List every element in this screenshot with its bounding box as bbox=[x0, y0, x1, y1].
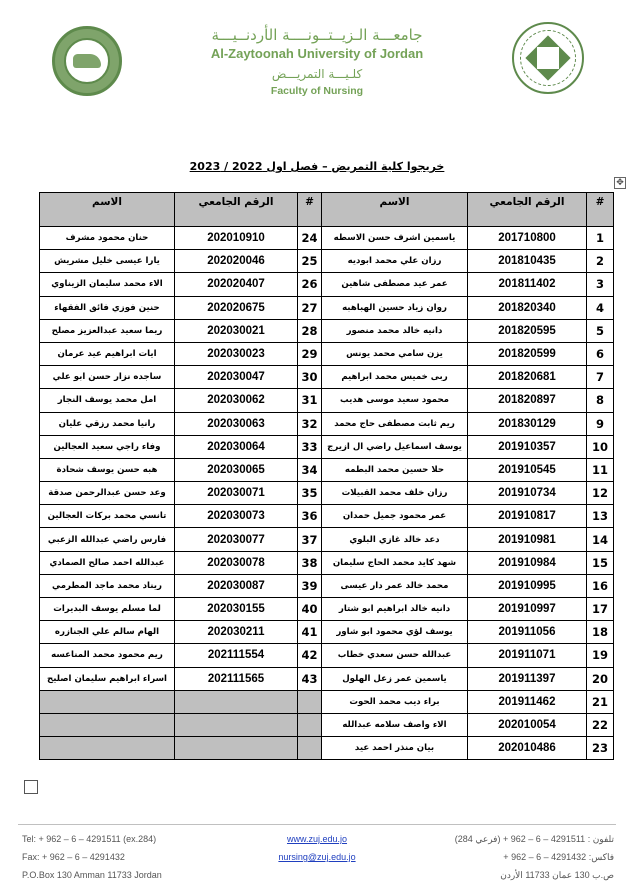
cell-id: 201911071 bbox=[468, 644, 587, 667]
empty-cell bbox=[175, 713, 298, 736]
cell-num: 20 bbox=[587, 667, 614, 690]
cell-name: ريم محمود محمد المناعسه bbox=[40, 644, 175, 667]
cell-num: 11 bbox=[587, 458, 614, 481]
cell-num: 4 bbox=[587, 296, 614, 319]
cell-id: 202111554 bbox=[175, 644, 298, 667]
empty-cell bbox=[40, 737, 175, 760]
cell-id: 202030078 bbox=[175, 551, 298, 574]
cell-num: 2 bbox=[587, 250, 614, 273]
cell-id: 201910734 bbox=[468, 482, 587, 505]
cell-id: 201820595 bbox=[468, 319, 587, 342]
cell-num: 10 bbox=[587, 435, 614, 458]
cell-name: رزان خلف محمد القبيلات bbox=[322, 482, 468, 505]
cell-id: 202030071 bbox=[175, 482, 298, 505]
faculty-name-english: Faculty of Nursing bbox=[270, 85, 364, 97]
cell-num: 25 bbox=[298, 250, 322, 273]
table-move-handle-icon[interactable]: ✥ bbox=[614, 177, 626, 189]
cell-name: روان زياد حسين الهباهبه bbox=[322, 296, 468, 319]
table-row bbox=[40, 296, 614, 319]
cell-id: 201820599 bbox=[468, 342, 587, 365]
cell-id: 201911397 bbox=[468, 667, 587, 690]
cell-name: يوسف اسماعيل راضي ال ازيرج bbox=[322, 435, 468, 458]
table-row bbox=[40, 737, 614, 760]
cell-name: ريناد محمد ماجد المطرمي bbox=[40, 574, 175, 597]
cell-id: 202020046 bbox=[175, 250, 298, 273]
cell-num: 16 bbox=[587, 574, 614, 597]
email-link[interactable]: nursing@zuj.edu.jo bbox=[278, 852, 356, 862]
cell-num: 12 bbox=[587, 482, 614, 505]
cell-num: 42 bbox=[298, 644, 322, 667]
cell-name: الاء محمد سليمان الزيناوي bbox=[40, 273, 175, 296]
footer-fax-ar: فاكس: 4291432 – 6 – 962 + bbox=[503, 852, 614, 862]
cell-id: 201830129 bbox=[468, 412, 587, 435]
cell-id: 202010054 bbox=[468, 713, 587, 736]
cell-name: عمر عيد مصطفى شاهين bbox=[322, 273, 468, 296]
empty-cell bbox=[40, 690, 175, 713]
footer-pobox: P.O.Box 130 Amman 11733 Jordan bbox=[22, 870, 162, 880]
cell-id: 201910817 bbox=[468, 505, 587, 528]
cell-id: 202030087 bbox=[175, 574, 298, 597]
empty-cell bbox=[298, 737, 322, 760]
cell-num: 6 bbox=[587, 342, 614, 365]
university-name-english: Al-Zaytoonah University of Jordan bbox=[210, 46, 424, 61]
table-row bbox=[40, 713, 614, 736]
cell-num: 5 bbox=[587, 319, 614, 342]
cell-name: رانيا محمد رزقي عليان bbox=[40, 412, 175, 435]
cell-id: 201810435 bbox=[468, 250, 587, 273]
header-id: الرقم الجامعي bbox=[175, 193, 298, 227]
cell-name: يزن سامي محمد يونس bbox=[322, 342, 468, 365]
footer-pobox-ar: ص.ب 130 عمان 11733 الأردن bbox=[500, 870, 614, 880]
header-name: الاسم bbox=[40, 193, 175, 227]
cell-num: 30 bbox=[298, 366, 322, 389]
cell-num: 31 bbox=[298, 389, 322, 412]
table-row bbox=[40, 250, 614, 273]
empty-cell bbox=[298, 713, 322, 736]
empty-cell bbox=[175, 690, 298, 713]
cell-num: 37 bbox=[298, 528, 322, 551]
cell-name: رزان علي محمد ابوديه bbox=[322, 250, 468, 273]
cell-num: 40 bbox=[298, 598, 322, 621]
cell-name: وفاء راجي سعيد العجالين bbox=[40, 435, 175, 458]
cell-name: يوسف لؤي محمود ابو شاور bbox=[322, 621, 468, 644]
cell-id: 201911056 bbox=[468, 621, 587, 644]
table-row bbox=[40, 389, 614, 412]
cell-id: 201820340 bbox=[468, 296, 587, 319]
table-row bbox=[40, 435, 614, 458]
cell-id: 201811402 bbox=[468, 273, 587, 296]
cell-name: ياسمين اشرف حسن الاسطه bbox=[322, 227, 468, 250]
table-row bbox=[40, 273, 614, 296]
table-row bbox=[40, 621, 614, 644]
cell-num: 8 bbox=[587, 389, 614, 412]
table-row bbox=[40, 505, 614, 528]
cell-id: 202010910 bbox=[175, 227, 298, 250]
cell-num: 26 bbox=[298, 273, 322, 296]
table-row bbox=[40, 482, 614, 505]
cell-name: ساجده نزار حسن ابو علي bbox=[40, 366, 175, 389]
table-row bbox=[40, 227, 614, 250]
cell-num: 32 bbox=[298, 412, 322, 435]
cell-id: 201820681 bbox=[468, 366, 587, 389]
cell-num: 22 bbox=[587, 713, 614, 736]
cell-name: حلا حسين محمد البطمه bbox=[322, 458, 468, 481]
cell-name: عمر محمود جميل حمدان bbox=[322, 505, 468, 528]
cell-name: ياسمين عمر زعل الهلول bbox=[322, 667, 468, 690]
cell-id: 201710800 bbox=[468, 227, 587, 250]
cell-name: شهد كايد محمد الحاج سليمان bbox=[322, 551, 468, 574]
table-row bbox=[40, 412, 614, 435]
cell-name: اسراء ابراهيم سليمان اصليح bbox=[40, 667, 175, 690]
footer-divider bbox=[18, 824, 616, 825]
table-row bbox=[40, 690, 614, 713]
cell-num: 1 bbox=[587, 227, 614, 250]
cell-name: لما مسلم يوسف البديرات bbox=[40, 598, 175, 621]
cell-num: 24 bbox=[298, 227, 322, 250]
cell-num: 43 bbox=[298, 667, 322, 690]
cell-name: وعد حسن عبدالرحمن صدقة bbox=[40, 482, 175, 505]
cell-name: فارس راضي عبدالله الزعبي bbox=[40, 528, 175, 551]
cell-name: حنين فوزي فائق الفقهاء bbox=[40, 296, 175, 319]
cell-id: 201911462 bbox=[468, 690, 587, 713]
cell-num: 7 bbox=[587, 366, 614, 389]
table-row bbox=[40, 667, 614, 690]
cell-name: الاء واصف سلامه عبدالله bbox=[322, 713, 468, 736]
table-row bbox=[40, 366, 614, 389]
cell-num: 28 bbox=[298, 319, 322, 342]
cell-name: ربى خميس محمد ابراهيم bbox=[322, 366, 468, 389]
cell-name: تانسي محمد بركات العجالين bbox=[40, 505, 175, 528]
cell-num: 18 bbox=[587, 621, 614, 644]
empty-cell bbox=[40, 713, 175, 736]
cell-id: 202030155 bbox=[175, 598, 298, 621]
table-row bbox=[40, 551, 614, 574]
header-id: الرقم الجامعي bbox=[468, 193, 587, 227]
university-name-arabic: جامعـــة الـزيــتــونــــة الأردنــيـــة bbox=[211, 26, 423, 44]
cell-name: محمد خالد عمر دار عيسى bbox=[322, 574, 468, 597]
cell-name: دعد خالد غازي البلوي bbox=[322, 528, 468, 551]
cell-num: 38 bbox=[298, 551, 322, 574]
table-header-row bbox=[40, 193, 614, 227]
table-row bbox=[40, 342, 614, 365]
cell-num: 14 bbox=[587, 528, 614, 551]
cell-id: 202010486 bbox=[468, 737, 587, 760]
cell-num: 21 bbox=[587, 690, 614, 713]
footer-contact-arabic bbox=[455, 830, 614, 884]
cell-id: 202030211 bbox=[175, 621, 298, 644]
table-row bbox=[40, 528, 614, 551]
cell-id: 202030063 bbox=[175, 412, 298, 435]
cell-id: 202020675 bbox=[175, 296, 298, 319]
table-row bbox=[40, 644, 614, 667]
cell-id: 201910545 bbox=[468, 458, 587, 481]
cell-num: 13 bbox=[587, 505, 614, 528]
cell-id: 202020407 bbox=[175, 273, 298, 296]
cell-name: الهام سالم علي الجنازره bbox=[40, 621, 175, 644]
cell-name: دانيه خالد محمد منصور bbox=[322, 319, 468, 342]
website-link[interactable]: www.zuj.edu.jo bbox=[286, 834, 348, 844]
cell-num: 27 bbox=[298, 296, 322, 319]
cell-name: هبه حسن يوسف شحادة bbox=[40, 458, 175, 481]
cell-num: 39 bbox=[298, 574, 322, 597]
cell-id: 202030047 bbox=[175, 366, 298, 389]
cell-num: 34 bbox=[298, 458, 322, 481]
cell-num: 9 bbox=[587, 412, 614, 435]
cell-id: 202111565 bbox=[175, 667, 298, 690]
empty-cell bbox=[175, 737, 298, 760]
cell-num: 35 bbox=[298, 482, 322, 505]
footer-tel: Tel: + 962 – 6 – 4291511 (ex.284) bbox=[22, 834, 157, 844]
cell-name: يارا عيسى خليل مشريش bbox=[40, 250, 175, 273]
empty-cell bbox=[298, 690, 322, 713]
cell-id: 202030077 bbox=[175, 528, 298, 551]
cell-name: حنان محمود مشرف bbox=[40, 227, 175, 250]
document-title: خريجوا كلية التمريض – فصل اول 2022 / 2023 bbox=[189, 160, 445, 173]
cell-name: ايات ابراهيم عيد عرمان bbox=[40, 342, 175, 365]
cell-name: محمود سعيد موسى هديب bbox=[322, 389, 468, 412]
university-seal-logo bbox=[512, 22, 584, 94]
cell-name: ريم ثابت مصطفى حاج محمد bbox=[322, 412, 468, 435]
cell-id: 201910997 bbox=[468, 598, 587, 621]
faculty-name-arabic: كلـيـــة التمريـــض bbox=[271, 67, 363, 81]
cell-num: 15 bbox=[587, 551, 614, 574]
footer-fax: Fax: + 962 – 6 – 4291432 bbox=[22, 852, 125, 862]
cell-name: براء ديب محمد الحوت bbox=[322, 690, 468, 713]
cell-id: 201910995 bbox=[468, 574, 587, 597]
footer-tel-ar: تلفون : 4291511 – 6 – 962 + (فرعي 284) bbox=[454, 834, 614, 844]
header-name: الاسم bbox=[322, 193, 468, 227]
cell-id: 201910981 bbox=[468, 528, 587, 551]
cell-id: 202030023 bbox=[175, 342, 298, 365]
table-row bbox=[40, 574, 614, 597]
cell-id: 202030064 bbox=[175, 435, 298, 458]
cell-id: 201910357 bbox=[468, 435, 587, 458]
cell-num: 19 bbox=[587, 644, 614, 667]
cell-num: 3 bbox=[587, 273, 614, 296]
cell-id: 202030065 bbox=[175, 458, 298, 481]
cell-name: عبدالله احمد صالح الصمادي bbox=[40, 551, 175, 574]
cell-name: دانيه خالد ابراهيم ابو شتار bbox=[322, 598, 468, 621]
cell-num: 36 bbox=[298, 505, 322, 528]
cell-num: 41 bbox=[298, 621, 322, 644]
cell-name: امل محمد يوسف النجار bbox=[40, 389, 175, 412]
table-row bbox=[40, 458, 614, 481]
header-num: # bbox=[587, 193, 614, 227]
table-row bbox=[40, 319, 614, 342]
header-num: # bbox=[298, 193, 322, 227]
letterhead bbox=[0, 0, 634, 110]
cell-name: عبدالله حسن سعدي خطاب bbox=[322, 644, 468, 667]
cell-id: 201820897 bbox=[468, 389, 587, 412]
table-row bbox=[40, 598, 614, 621]
cell-id: 202030021 bbox=[175, 319, 298, 342]
cell-name: ريما سعيد عبدالعزيز مصلح bbox=[40, 319, 175, 342]
cell-num: 17 bbox=[587, 598, 614, 621]
cell-name: بيان منذر احمد عيد bbox=[322, 737, 468, 760]
cell-num: 33 bbox=[298, 435, 322, 458]
cell-id: 202030062 bbox=[175, 389, 298, 412]
cell-num: 29 bbox=[298, 342, 322, 365]
cell-id: 202030073 bbox=[175, 505, 298, 528]
cell-num: 23 bbox=[587, 737, 614, 760]
graduates-table bbox=[39, 192, 614, 760]
cell-id: 201910984 bbox=[468, 551, 587, 574]
paragraph-marker-box bbox=[24, 780, 38, 794]
